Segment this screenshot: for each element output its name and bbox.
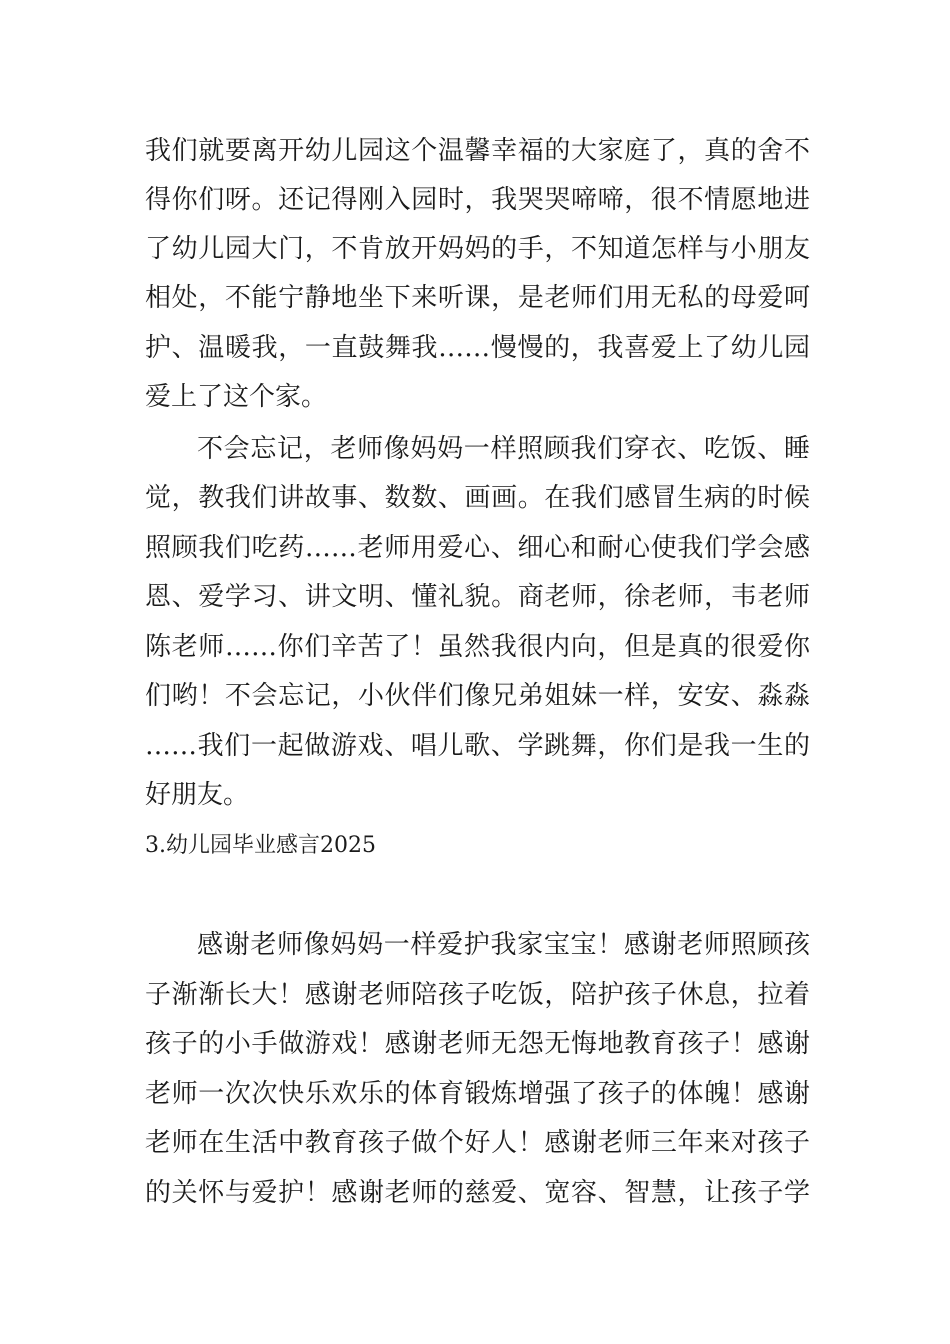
paragraph-2-line-8: 好朋友。 [145, 780, 250, 810]
section-paragraph-line-3: 孩子的小手做游戏！感谢老师无怨无悔地教育孩子！感谢 [145, 1029, 810, 1059]
paragraph-2-line-3: 照顾我们吃药……老师用爱心、细心和耐心使我们学会感 [145, 533, 810, 563]
section-paragraph-line-2: 子渐渐长大！感谢老师陪孩子吃饭，陪护孩子休息，拉着 [145, 980, 810, 1010]
section-paragraph-line-4: 老师一次次快乐欢乐的体育锻炼增强了孩子的体魄！感谢 [145, 1079, 810, 1109]
paragraph-2-line-1: 不会忘记，老师像妈妈一样照顾我们穿衣、吃饭、睡 [197, 434, 810, 464]
paragraph-1-line-2: 得你们呀。还记得刚入园时，我哭哭啼啼，很不情愿地进 [145, 185, 810, 215]
section-paragraph-line-5: 老师在生活中教育孩子做个好人！感谢老师三年来对孩子 [145, 1128, 810, 1158]
paragraph-2-line-5: 陈老师……你们辛苦了！虽然我很内向，但是真的很爱你 [145, 632, 810, 662]
paragraph-2-line-4: 恩、爱学习、讲文明、懂礼貌。商老师，徐老师，韦老师 [145, 582, 810, 612]
section-heading: 3.幼儿园毕业感言2025 [145, 833, 376, 858]
section-paragraph-line-6: 的关怀与爱护！感谢老师的慈爱、宽容、智慧，让孩子学 [145, 1178, 810, 1208]
paragraph-1-line-3: 了幼儿园大门，不肯放开妈妈的手，不知道怎样与小朋友 [145, 234, 810, 264]
paragraph-2-line-2: 觉，教我们讲故事、数数、画画。在我们感冒生病的时候 [145, 483, 810, 513]
paragraph-2-line-7: ……我们一起做游戏、唱儿歌、学跳舞，你们是我一生的 [145, 731, 810, 761]
paragraph-1-line-5: 护、温暖我，一直鼓舞我……慢慢的，我喜爱上了幼儿园 [145, 333, 810, 363]
section-paragraph-line-1: 感谢老师像妈妈一样爱护我家宝宝！感谢老师照顾孩 [197, 930, 810, 960]
paragraph-2-line-6: 们哟！不会忘记，小伙伴们像兄弟姐妹一样，安安、淼淼 [145, 681, 810, 711]
paragraph-1-line-1: 我们就要离开幼儿园这个温馨幸福的大家庭了，真的舍不 [145, 136, 810, 166]
paragraph-1-line-4: 相处，不能宁静地坐下来听课，是老师们用无私的母爱呵 [145, 283, 810, 313]
paragraph-1-line-6: 爱上了这个家。 [145, 382, 328, 412]
